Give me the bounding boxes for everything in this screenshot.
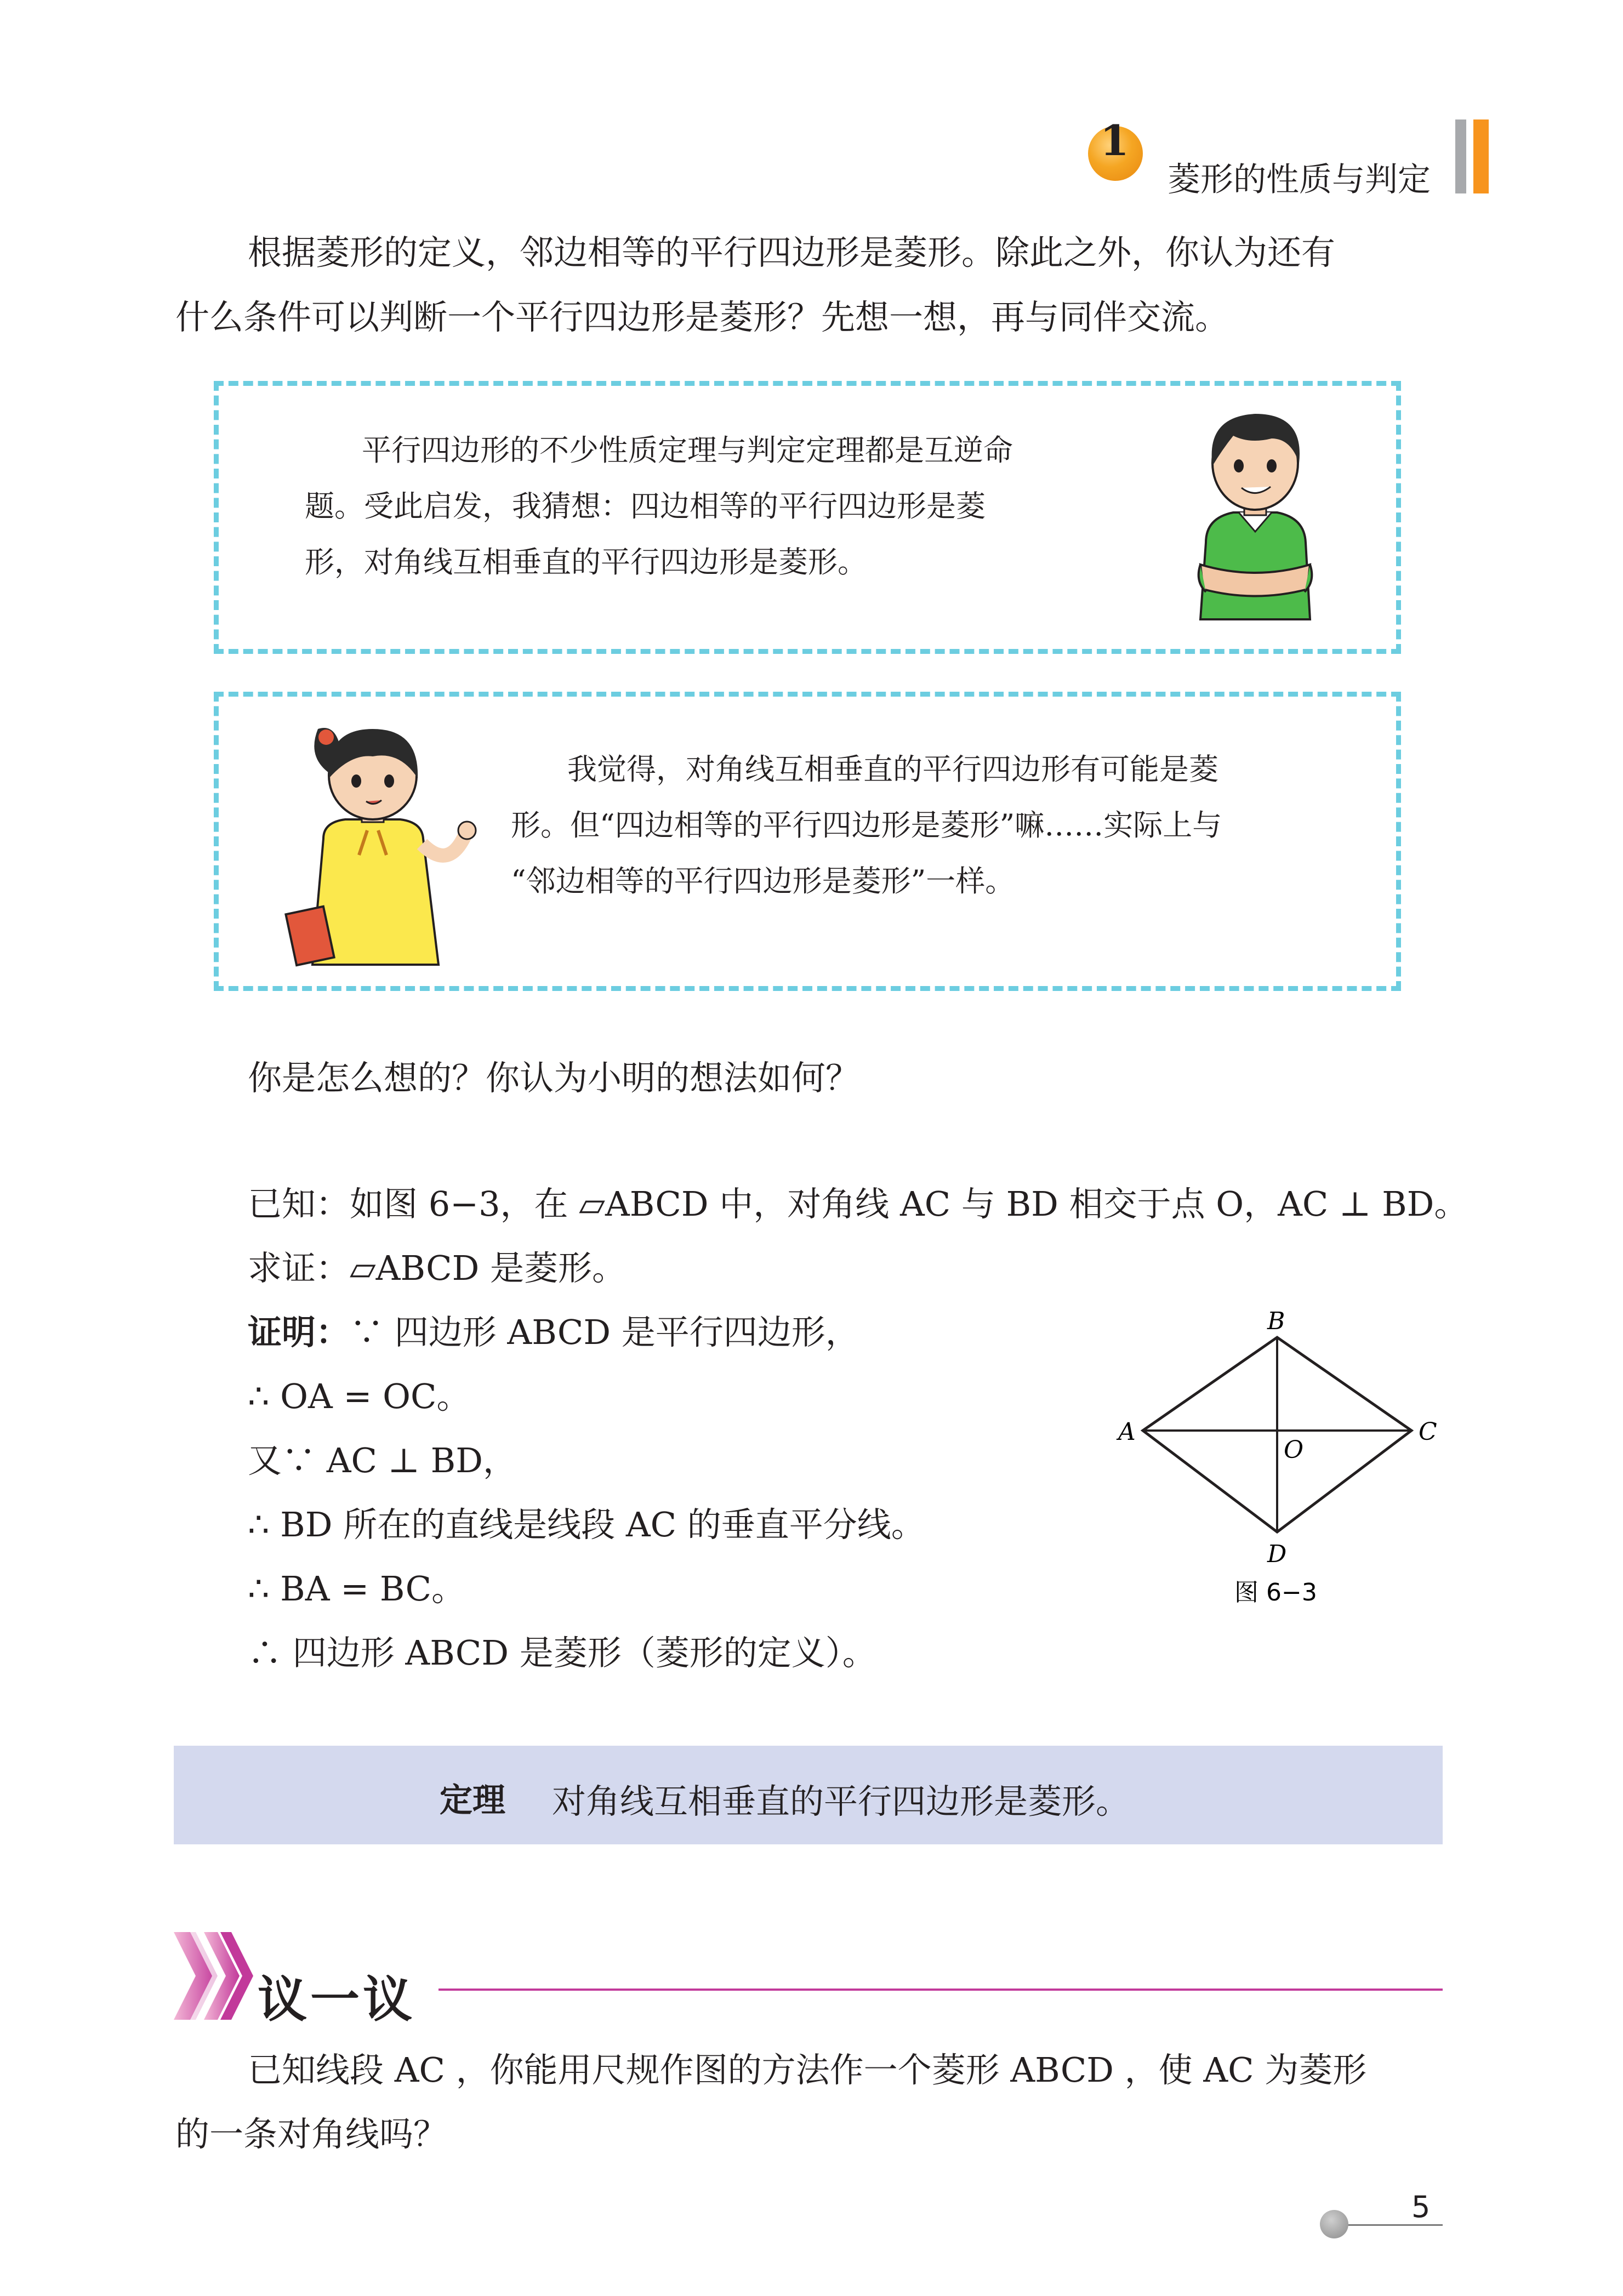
proof-step-1-line (248, 1300, 859, 1365)
chapter-number-badge (1088, 116, 1143, 181)
vertex-b-label: B (1267, 1307, 1285, 1335)
header-bar-gray (1455, 119, 1466, 193)
proof-step-1: ∵ 四边形 ABCD 是平行四边形， (350, 1312, 859, 1352)
proof-to-prove: 求证：▱ABCD 是菱形。 (248, 1248, 627, 1288)
proof-label: 证明： (248, 1312, 350, 1352)
boy-bubble-line-3: 形，对角线互相垂直的平行四边形是菱形。 (305, 545, 867, 579)
page-number-rule (1337, 2224, 1443, 2226)
proof-step-3: 又∵ AC ⊥ BD， (248, 1440, 517, 1480)
chapter-title: 菱形的性质与判定 (1168, 161, 1431, 199)
proof-given: 已知：如图 6−3，在 ▱ABCD 中，对角线 AC 与 BD 相交于点 O，AC ⊥ BD。 (248, 1184, 1468, 1224)
figure-caption: 图 6−3 (1234, 1579, 1317, 1606)
girl-bubble-line-1: 我觉得，对角线互相垂直的平行四边形有可能是菱 (567, 752, 1218, 787)
page-number: 5 (1411, 2190, 1431, 2224)
discussion-title: 议一议 (258, 1970, 415, 2029)
theorem-box (174, 1746, 1443, 1844)
rhombus-figure (1107, 1304, 1447, 1611)
proof-step-2: ∴ OA = OC。 (248, 1376, 471, 1416)
chevron-arrows-icon (174, 1929, 256, 2022)
theorem-text: 对角线互相垂直的平行四边形是菱形。 (552, 1781, 1130, 1821)
vertex-a-label: A (1118, 1418, 1136, 1446)
proof-step-5: ∴ BA = BC。 (248, 1569, 466, 1609)
intro-line-2: 什么条件可以判断一个平行四边形是菱形？先想一想，再与同伴交流。 (175, 297, 1229, 337)
girl-bubble-line-2: 形。但“四边相等的平行四边形是菱形”嘛……实际上与 (511, 808, 1222, 842)
discussion-divider (439, 1989, 1443, 1991)
girl-bubble-line-3: “邻边相等的平行四边形是菱形”一样。 (511, 864, 1015, 898)
girl-character-illustration (274, 713, 493, 970)
vertex-d-label: D (1267, 1540, 1287, 1568)
page-number-dot (1320, 2210, 1348, 2238)
intro-line-1: 根据菱形的定义，邻边相等的平行四边形是菱形。除此之外，你认为还有 (248, 232, 1336, 272)
discussion-line-1: 已知线段 AC ，你能用尺规作图的方法作一个菱形 ABCD ，使 AC 为菱形 (248, 2050, 1367, 2090)
proof-step-4: ∴ BD 所在的直线是线段 AC 的垂直平分线。 (248, 1505, 925, 1545)
chapter-number: 1 (1100, 116, 1129, 165)
question-text: 你是怎么想的？你认为小明的想法如何？ (248, 1058, 860, 1098)
boy-character-illustration (1184, 400, 1326, 630)
proof-step-6: ∴ 四边形 ABCD 是菱形（菱形的定义）。 (248, 1633, 876, 1673)
boy-bubble-line-1: 平行四边形的不少性质定理与判定定理都是互逆命 (362, 433, 1013, 468)
center-o-label: O (1284, 1436, 1304, 1464)
header-bar-orange (1473, 119, 1489, 193)
vertex-c-label: C (1419, 1418, 1437, 1446)
theorem-label: 定理 (440, 1781, 505, 1820)
discussion-line-2: 的一条对角线吗？ (175, 2114, 448, 2154)
boy-bubble-line-2: 题。受此启发，我猜想：四边相等的平行四边形是菱 (305, 489, 986, 523)
